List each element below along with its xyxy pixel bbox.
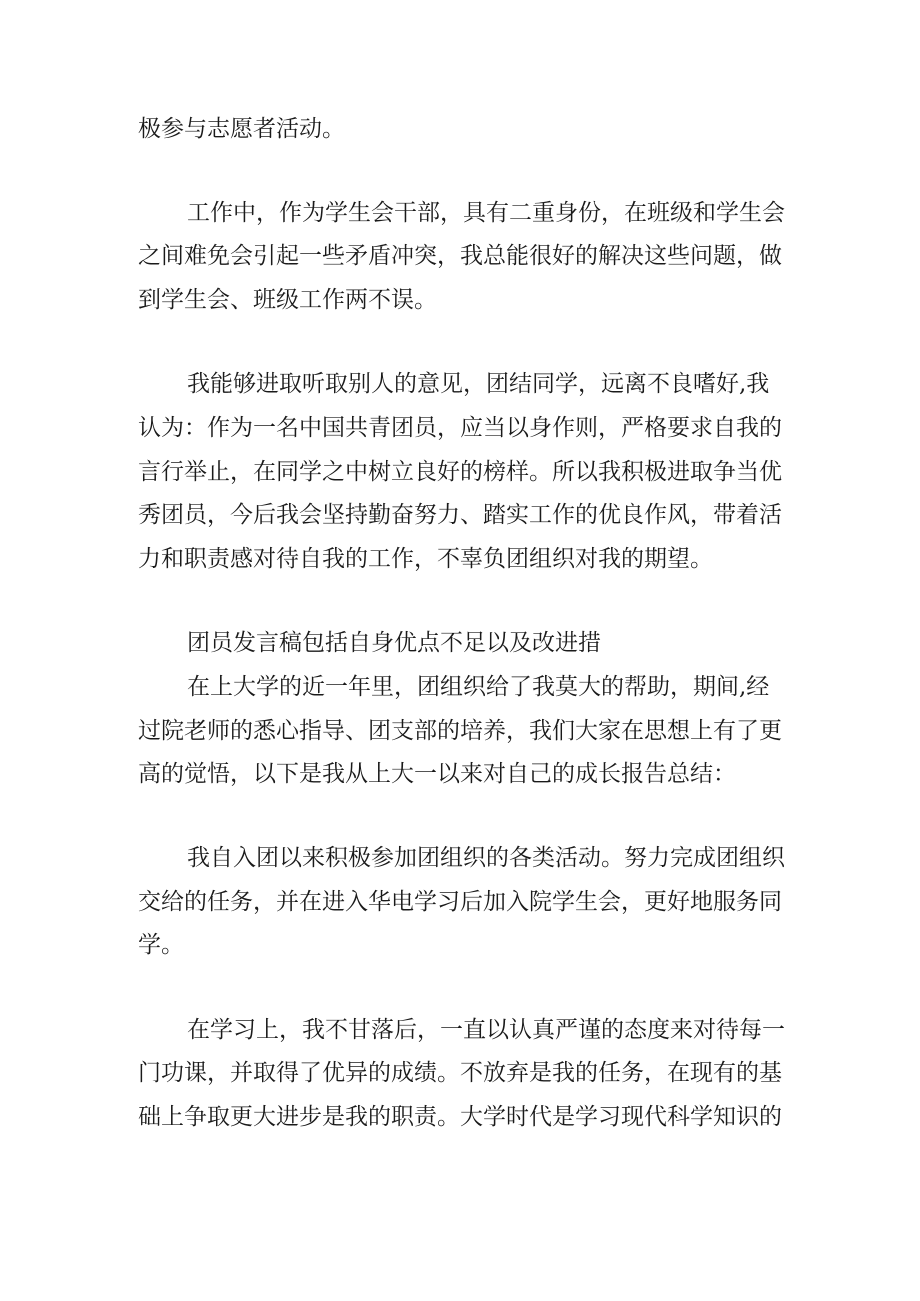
text-line: 门功课，并取得了优异的成绩。不放弃是我的任务，在现有的基 <box>138 1060 782 1086</box>
text-line: 工作中，作为学生会干部，具有二重身份，在班级和学生会 <box>187 200 785 226</box>
text-line: 力和职责感对待自我的工作，不辜负团组织对我的期望。 <box>138 546 713 572</box>
text-line: 过院老师的悉心指导、团支部的培养，我们大家在思想上有了更 <box>138 718 782 744</box>
text-line: 在上大学的近一年里，团组织给了我莫大的帮助，期间,经 <box>187 674 770 700</box>
text-line: 言行举止，在同学之中树立良好的榜样。所以我积极进取争当优 <box>138 459 782 485</box>
text-line: 学。 <box>138 932 184 958</box>
text-line: 之间难免会引起一些矛盾冲突，我总能很好的解决这些问题，做 <box>138 243 782 269</box>
section-heading: 团员发言稿包括自身优点不足以及改进措 <box>187 630 601 656</box>
text-line: 秀团员，今后我会坚持勤奋努力、踏实工作的优良作风，带着活 <box>138 502 782 528</box>
text-line: 极参与志愿者活动。 <box>138 116 345 142</box>
text-line: 我自入团以来积极参加团组织的各类活动。努力完成团组织 <box>187 845 785 871</box>
text-line: 高的觉悟，以下是我从上大一以来对自己的成长报告总结： <box>138 761 736 787</box>
text-line: 在学习上，我不甘落后，一直以认真严谨的态度来对待每一 <box>187 1017 785 1043</box>
text-line: 认为：作为一名中国共青团员，应当以身作则，严格要求自我的 <box>138 415 782 441</box>
text-line: 础上争取更大进步是我的职责。大学时代是学习现代科学知识的 <box>138 1104 782 1130</box>
text-line: 交给的任务，并在进入华电学习后加入院学生会，更好地服务同 <box>138 889 782 915</box>
text-line: 到学生会、班级工作两不误。 <box>138 287 437 313</box>
text-line: 我能够进取听取别人的意见，团结同学，远离不良嗜好,我 <box>187 371 770 397</box>
